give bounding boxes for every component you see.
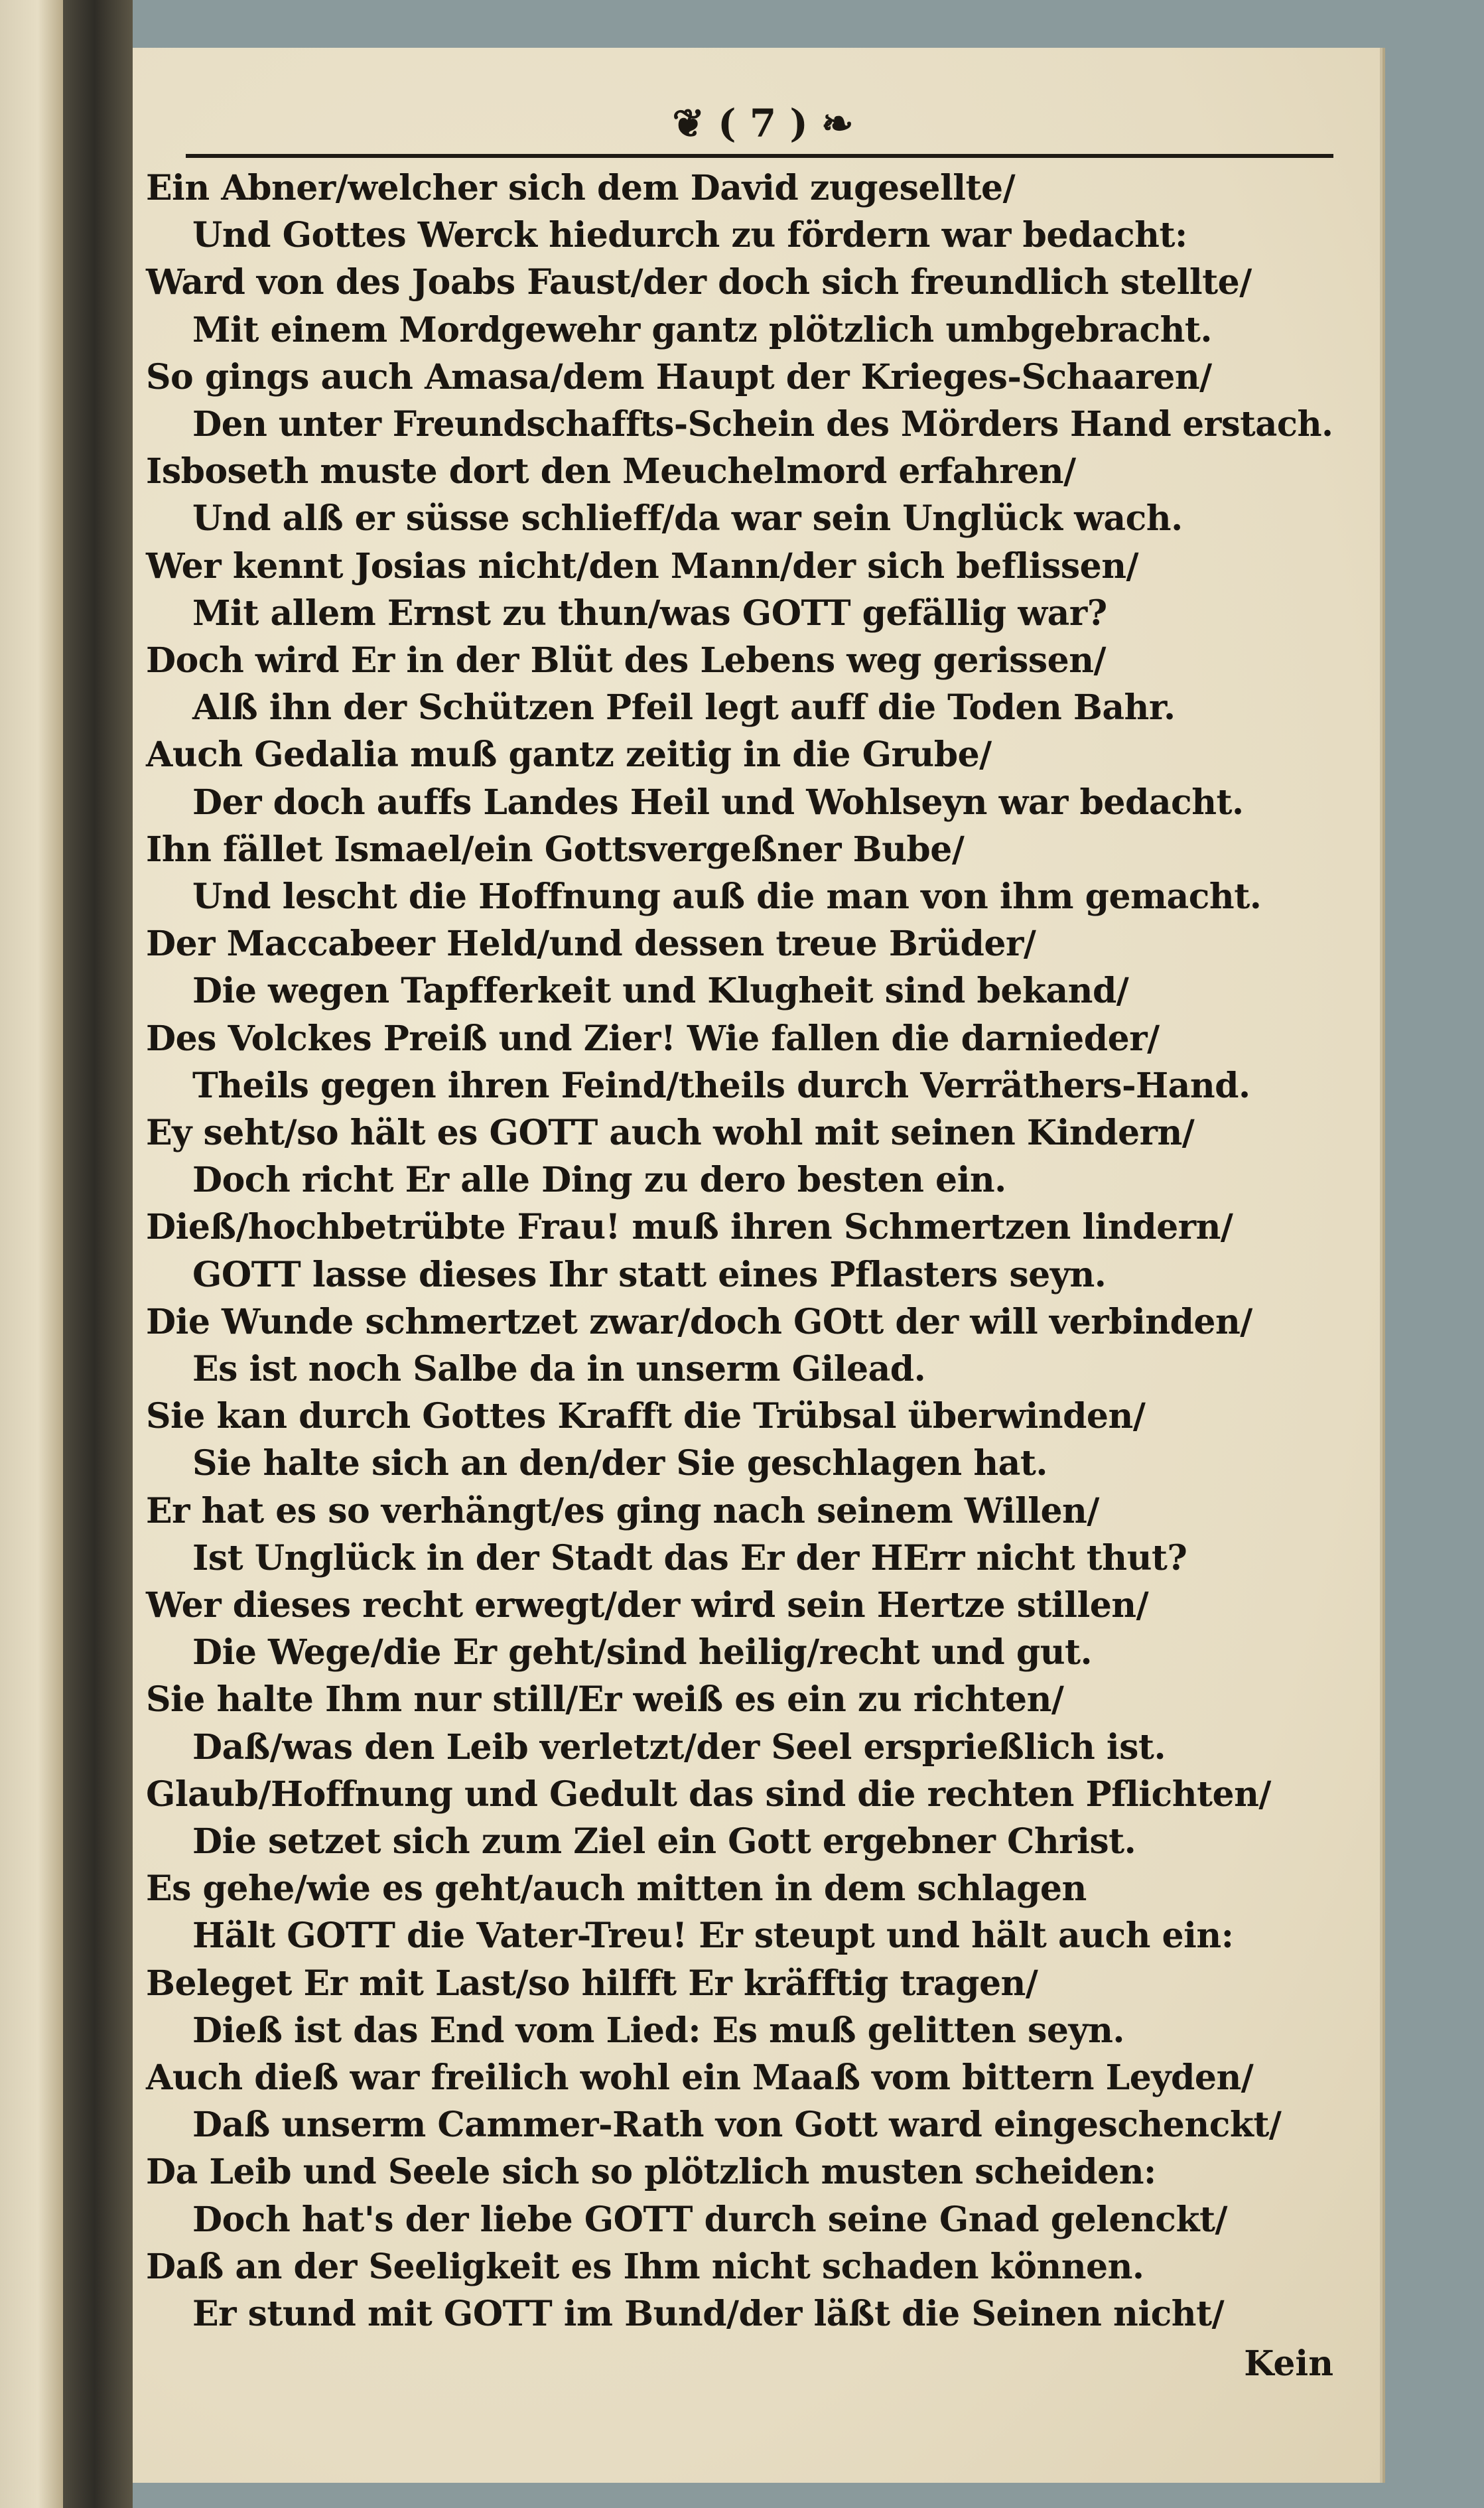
header-rule xyxy=(186,154,1333,158)
verse-line: Wer dieses recht erwegt/der wird sein Hertze stillen/ xyxy=(146,1585,1149,1626)
verse-line: Er hat es so verhängt/es ging nach seinem Willen/ xyxy=(146,1490,1099,1531)
verse-line: Isboseth muste dort den Meuchelmord erfahren/ xyxy=(146,451,1076,492)
verse-line: Dieß/hochbetrübte Frau! muß ihren Schmertzen lindern/ xyxy=(146,1207,1233,1248)
verse-line: Doch wird Er in der Blüt des Lebens weg gerissen/ xyxy=(146,640,1107,681)
verse-line: Ward von des Joabs Faust/der doch sich freundlich stellte/ xyxy=(146,262,1252,303)
verse-line: Des Volckes Preiß und Zier! Wie fallen die darnieder/ xyxy=(146,1018,1160,1059)
verse-line: Ein Abner/welcher sich dem David zugesellte/ xyxy=(146,168,1016,208)
verse-line: Es gehe/wie es geht/auch mitten in dem schlagen xyxy=(146,1868,1087,1910)
verse-line: Und Gottes Werck hiedurch zu fördern war bedacht: xyxy=(192,215,1187,256)
verse-line: Die setzet sich zum Ziel ein Gott ergebner Christ. xyxy=(192,1821,1136,1862)
verse-line: Mit einem Mordgewehr gantz plötzlich umbgebracht. xyxy=(192,309,1212,350)
verse-line: Daß unserm Cammer-Rath von Gott ward eingeschenckt/ xyxy=(192,2105,1282,2146)
verse-line: Ihn fället Ismael/ein Gottsvergeßner Bube/ xyxy=(146,829,965,870)
verse-line: Hält GOTT die Vater-Treu! Er steupt und hält auch ein: xyxy=(192,1916,1234,1957)
verse-line: Die Wunde schmertzet zwar/doch GOtt der will verbinden/ xyxy=(146,1301,1252,1342)
verse-line: Alß ihn der Schützen Pfeil legt auff die Toden Bahr. xyxy=(192,687,1176,729)
verse-line: Mit allem Ernst zu thun/was GOTT gefällig war? xyxy=(192,592,1107,634)
verse-line: Wer kennt Josias nicht/den Mann/der sich beflissen/ xyxy=(146,545,1139,587)
facing-page-edge xyxy=(0,0,65,2508)
verse-line: Sie kan durch Gottes Krafft die Trübsal überwinden/ xyxy=(146,1396,1146,1437)
book-page xyxy=(133,48,1380,2483)
verse-line: Die Wege/die Er geht/sind heilig/recht und gut. xyxy=(192,1632,1093,1673)
page-number-header: ❦ ( 7 ) ❧ xyxy=(672,101,854,146)
verse-line: Glaub/Hoffnung und Gedult das sind die rechten Pflichten/ xyxy=(146,1774,1271,1815)
verse-line: Und alß er süsse schlieff/da war sein Unglück wach. xyxy=(192,498,1183,539)
verse-line: Er stund mit GOTT im Bund/der läßt die Seinen nicht/ xyxy=(192,2294,1225,2334)
catchword: Kein xyxy=(1244,2343,1333,2384)
verse-line: Den unter Freundschaffts-Schein des Mörders Hand erstach. xyxy=(192,404,1333,445)
verse-line: Der doch auffs Landes Heil und Wohlseyn war bedacht. xyxy=(192,782,1244,823)
verse-line: Dieß ist das End vom Lied: Es muß gelitten seyn. xyxy=(192,2010,1125,2051)
verse-line: So gings auch Amasa/dem Haupt der Krieges-Schaaren/ xyxy=(146,356,1212,397)
verse-line: Da Leib und Seele sich so plötzlich musten scheiden: xyxy=(146,2152,1156,2193)
verse-line: Doch hat's der liebe GOTT durch seine Gnad gelenckt/ xyxy=(192,2199,1227,2240)
verse-line: Sie halte Ihm nur still/Er weiß es ein zu richten/ xyxy=(146,1679,1064,1720)
verse-line: Sie halte sich an den/der Sie geschlagen hat. xyxy=(192,1443,1047,1484)
verse-line: Daß/was den Leib verletzt/der Seel ersprießlich ist. xyxy=(192,1726,1166,1768)
verse-line: Auch Gedalia muß gantz zeitig in die Grube/ xyxy=(146,734,992,776)
verse-line: Auch dieß war freilich wohl ein Maaß vom bittern Leyden/ xyxy=(146,2057,1254,2098)
verse-line: Die wegen Tapfferkeit und Klugheit sind bekand/ xyxy=(192,971,1129,1012)
verse-line: Daß an der Seeligkeit es Ihm nicht schaden können. xyxy=(146,2246,1144,2287)
verse-line: Es ist noch Salbe da in unserm Gilead. xyxy=(192,1349,926,1389)
verse-line: Ist Unglück in der Stadt das Er der HErr nicht thut? xyxy=(192,1537,1187,1578)
book-gutter xyxy=(63,0,133,2508)
verse-line: Ey seht/so hält es GOTT auch wohl mit seinen Kindern/ xyxy=(146,1113,1195,1153)
verse-line: Der Maccabeer Held/und dessen treue Brüder/ xyxy=(146,924,1036,965)
verse-line: GOTT lasse dieses Ihr statt eines Pflasters seyn. xyxy=(192,1254,1107,1295)
verse-line: Und lescht die Hoffnung auß die man von ihm gemacht. xyxy=(192,876,1262,917)
verse-line: Theils gegen ihren Feind/theils durch Verräthers-Hand. xyxy=(192,1065,1250,1106)
verse-line: Beleget Er mit Last/so hilfft Er kräfftig tragen/ xyxy=(146,1963,1038,2004)
verse-line: Doch richt Er alle Ding zu dero besten ein. xyxy=(192,1160,1006,1201)
